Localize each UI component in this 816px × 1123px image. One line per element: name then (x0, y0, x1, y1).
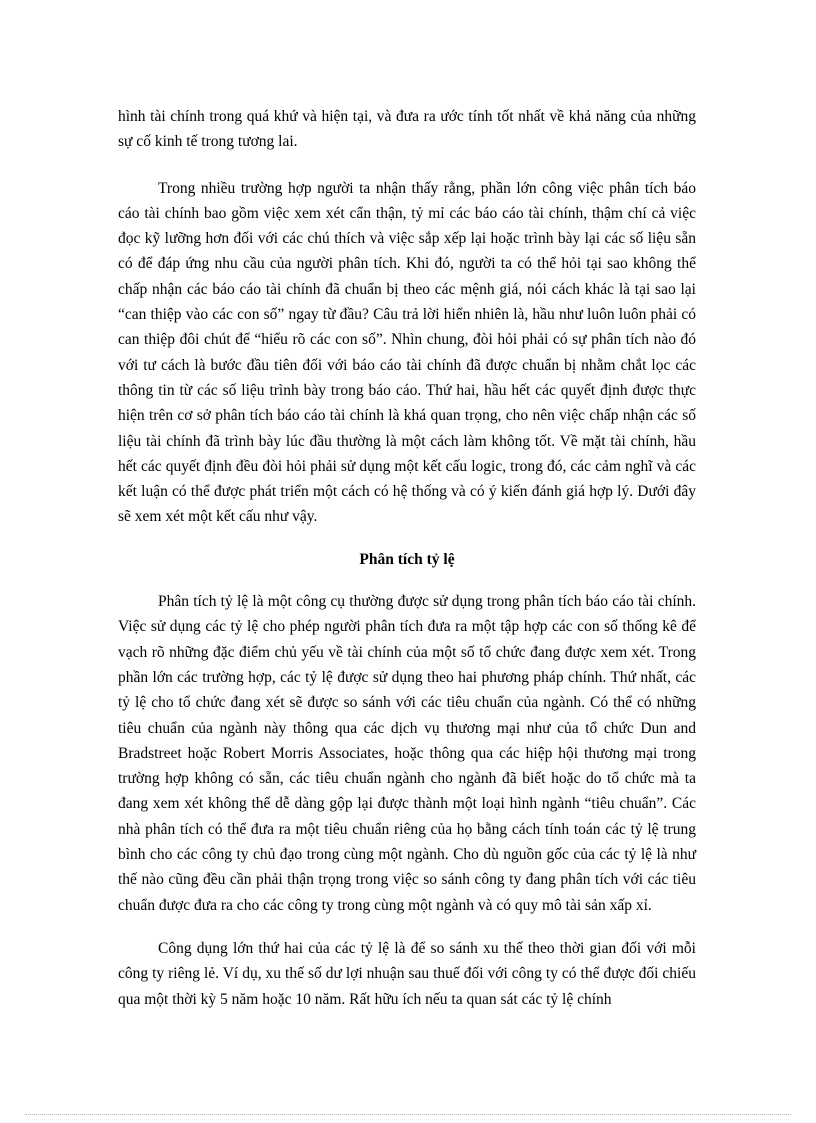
paragraph-financial-analysis: Trong nhiều trường hợp người ta nhận thấy rằng, phần lớn công việc phân tích báo cáo tài chính bao gồm việc xem xét cẩn thận, tỷ mỉ các báo cáo tài chính, thậm chí cả việc đọc kỹ lưỡng hơn đối với các chú thích và việc sắp xếp lại hoặc trình bày lại các số liệu sẵn có để đáp ứng nhu cầu của người phân tích. Khi đó, người ta có thể hỏi tại sao không thể chấp nhận các báo cáo tài chính đã chuẩn bị theo các mệnh giá, nói cách khác là tại sao lại “can thiệp vào các con số” ngay từ đầu? Câu trả lời hiển nhiên là, hầu như luôn luôn phải có can thiệp đôi chút để “hiểu rõ các con số”. Nhìn chung, đòi hỏi phải có sự phân tích nào đó với tư cách là bước đầu tiên đối với báo cáo tài chính đã được chuẩn bị nhằm chắt lọc các thông tin từ các số liệu trình bày trong báo cáo. Thứ hai, hầu hết các quyết định được thực hiện trên cơ sở phân tích báo cáo tài chính là khá quan trọng, cho nên việc chấp nhận các số liệu tài chính đã trình bày lúc đầu thường là một cách làm không tốt. Về mặt tài chính, hầu hết các quyết định đều đòi hỏi phải sử dụng một kết cấu logic, trong đó, các cảm nghĩ và các kết luận có thể được phát triển một cách có hệ thống và có ý kiến đánh giá hợp lý. Dưới đây sẽ xem xét một kết cấu như vậy. (118, 179, 696, 526)
paragraph-ratio-analysis: Phân tích tỷ lệ là một công cụ thường được sử dụng trong phân tích báo cáo tài chính. Việc sử dụng các tỷ lệ cho phép người phân tích đưa ra một tập hợp các con số thống kê để vạch rõ những đặc điểm chủ yếu về tài chính của một số tổ chức đang được xem xét. Trong phần lớn các trường hợp, các tỷ lệ được sử dụng theo hai phương pháp chính. Thứ nhất, các tỷ lệ cho tổ chức đang xét sẽ được so sánh với các tiêu chuẩn của ngành. Có thể có những tiêu chuẩn của ngành này thông qua các dịch vụ thương mại như của tổ chức Dun and Bradstreet hoặc Robert Morris Associates, hoặc thông qua các hiệp hội thương mại trong trường hợp không có sẵn, các tiêu chuẩn ngành cho ngành đã biết hoặc do tổ chức mà ta đang xem xét không thể dễ dàng gộp lại được thành một loại hình ngành “tiêu chuẩn”. Các nhà phân tích có thể đưa ra một tiêu chuẩn riêng của họ bằng cách tính toán các tỷ lệ trung bình cho các công ty chủ đạo trong cùng một ngành. Cho dù nguồn gốc của các tỷ lệ là như thế nào cũng đều cần phải thận trọng trong việc so sánh công ty đang phân tích với các tiêu chuẩn được đưa ra cho các công ty trong cùng một ngành và có quy mô tài sản xấp xỉ. (118, 593, 696, 914)
page-bottom-divider (25, 1114, 791, 1115)
document-page (118, 104, 696, 1012)
paragraph-trend-comparison: Công dụng lớn thứ hai của các tỷ lệ là để so sánh xu thế theo thời gian đối với mỗi công ty riêng lẻ. Ví dụ, xu thế số dư lợi nhuận sau thuế đối với công ty có thể được đối chiếu qua một thời kỳ 5 năm hoặc 10 năm. Rất hữu ích nếu ta quan sát các tỷ lệ chính (118, 939, 696, 1008)
section-heading: Phân tích tỷ lệ (359, 550, 455, 568)
paragraph-continuation: hình tài chính trong quá khứ và hiện tại, và đưa ra ước tính tốt nhất về khả năng của những sự cố kinh tế trong tương lai. (118, 108, 696, 151)
